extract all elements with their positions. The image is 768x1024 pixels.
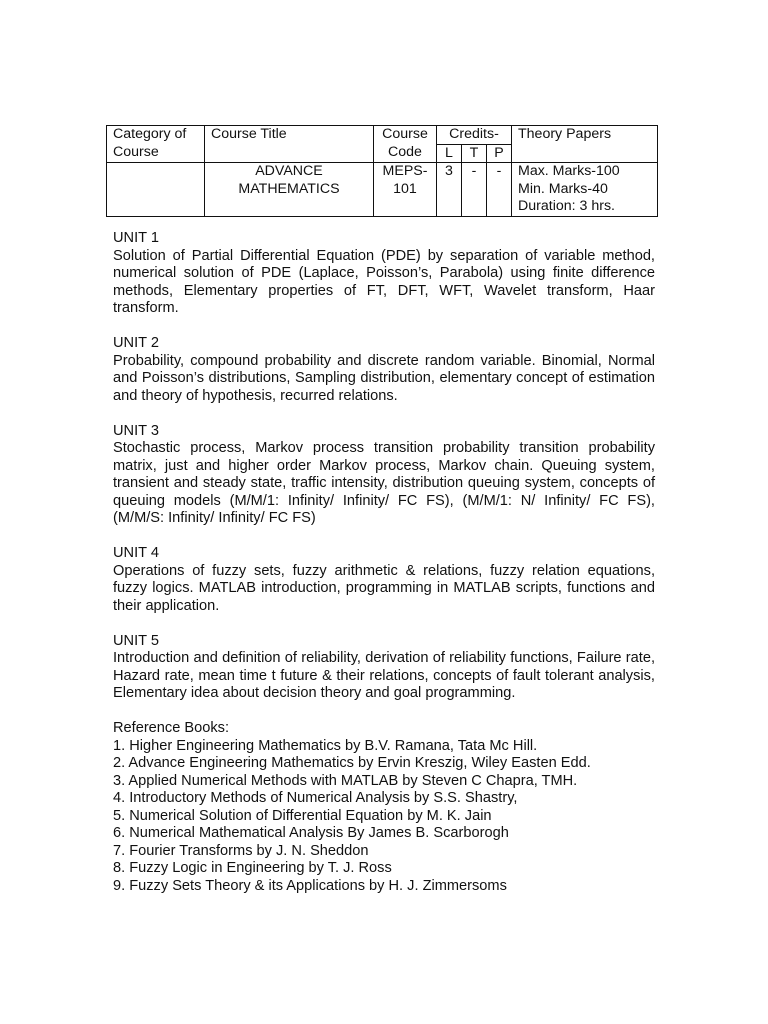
- cell-category: [107, 163, 205, 217]
- unit-title: UNIT 3: [113, 422, 159, 439]
- unit-text: Operations of fuzzy sets, fuzzy arithmetic & relations, fuzzy relation equations, fuzzy logics. MATLAB introduction, programming in MATLAB scripts, functions and their application.: [113, 562, 655, 614]
- list-item: 4. Introductory Methods of Numerical Analysis by S.S. Shastry,: [113, 790, 518, 806]
- unit-title: UNIT 2: [113, 335, 159, 351]
- course-table: [106, 125, 658, 217]
- unit-3: [113, 423, 655, 528]
- unit-text: Solution of Partial Differential Equation (PDE) by separation of variable method, numerical solution of PDE (Laplace, Poisson’s, Parabola) using finite difference methods, Elementary properties of FT, DFT, WFT, Wavelet transform, Haar transform.: [113, 247, 655, 316]
- unit-2: [113, 335, 655, 405]
- list-item: 3. Applied Numerical Methods with MATLAB by Steven C Chapra, TMH.: [113, 772, 578, 789]
- list-item: 2. Advance Engineering Mathematics by Ervin Kreszig, Wiley Easten Edd.: [113, 755, 591, 771]
- list-item: 1. Higher Engineering Mathematics by B.V. Ramana, Tata Mc Hill.: [113, 737, 538, 754]
- cell-code-line2: 101: [393, 180, 417, 197]
- list-item: 9. Fuzzy Sets Theory & its Applications by H. J. Zimmersoms: [113, 877, 507, 894]
- unit-4: [113, 545, 655, 615]
- list-item: 5. Numerical Solution of Differential Equation by M. K. Jain: [113, 807, 492, 824]
- syllabus-content: [113, 230, 655, 895]
- header-code-line2: Code: [388, 143, 422, 160]
- cell-theory-max: Max. Marks-100: [518, 163, 620, 179]
- header-title: [205, 126, 374, 163]
- header-category: [107, 126, 205, 163]
- unit-title: UNIT 5: [113, 632, 159, 649]
- header-code: [374, 126, 437, 163]
- unit-text: Probability, compound probability and discrete random variable. Binomial, Normal and Poisson’s distributions, Sampling distribution, elementary concept of estimation and theory of hypothesis, recurred relations.: [113, 352, 655, 404]
- cell-theory: [512, 163, 658, 217]
- list-item: 8. Fuzzy Logic in Engineering by T. J. Ross: [113, 860, 392, 876]
- header-theory-text: Theory Papers: [518, 126, 612, 142]
- cell-title-line2: MATHEMATICS: [238, 180, 340, 197]
- unit-text: Introduction and definition of reliability, derivation of reliability functions, Failure rate, Hazard rate, mean time t future & their relations, concepts of fault tolerant analysis, Elementary idea about decision theory and goal programming.: [113, 650, 655, 701]
- unit-title: UNIT 1: [113, 230, 159, 246]
- cell-code: [374, 163, 437, 217]
- cell-title: [205, 163, 374, 217]
- unit-title: UNIT 4: [113, 545, 159, 561]
- cell-theory-min: Min. Marks-40: [518, 180, 608, 197]
- header-credit-t: T: [462, 144, 487, 163]
- list-item: 7. Fourier Transforms by J. N. Sheddon: [113, 842, 369, 859]
- header-theory: [512, 126, 658, 163]
- header-code-line1: Course: [382, 126, 428, 142]
- cell-title-line1: ADVANCE: [255, 163, 323, 179]
- header-category-line1: Category of: [113, 126, 187, 142]
- unit-text: Stochastic process, Markov process transition probability transition probability matrix, just and higher order Markov process, Markov chain. Queuing system, transient and steady state, traffic intensity, distribution queuing system, concepts of queuing models (M/M/1: Infinity/ Infinity/ FC FS), (M/M/1: N/ Infinity/ FC FS), (M/M/S: Infinity/ Infinity/ FC FS): [113, 440, 655, 526]
- unit-1: [113, 230, 655, 318]
- unit-5: [113, 633, 655, 703]
- cell-theory-duration: Duration: 3 hrs.: [518, 198, 615, 214]
- cell-credit-p: -: [487, 163, 512, 217]
- header-credit-p: P: [487, 144, 512, 163]
- header-category-line2: Course: [113, 143, 159, 160]
- cell-credit-t: -: [462, 163, 487, 217]
- table-row: [107, 163, 658, 217]
- reference-books: [113, 720, 655, 895]
- table-header-row: [107, 126, 658, 145]
- list-item: 6. Numerical Mathematical Analysis By James B. Scarborogh: [113, 825, 509, 841]
- header-credits: [437, 126, 512, 145]
- cell-code-line1: MEPS-: [382, 163, 428, 179]
- header-title-text: Course Title: [211, 126, 287, 142]
- cell-credit-l: 3: [437, 163, 462, 217]
- header-credits-text: Credits-: [449, 126, 499, 142]
- header-credit-l: L: [437, 144, 462, 163]
- reference-books-title: Reference Books:: [113, 720, 230, 736]
